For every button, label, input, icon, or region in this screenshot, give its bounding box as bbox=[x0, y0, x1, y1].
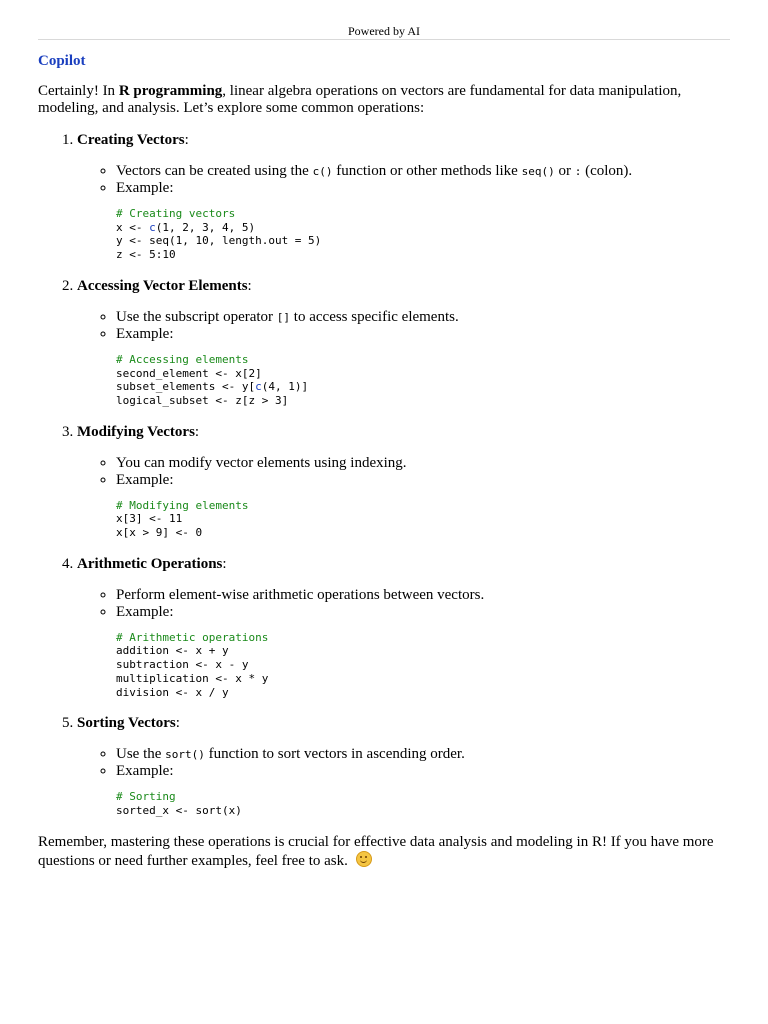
inline-code: sort() bbox=[165, 748, 205, 762]
code-block: # Creating vectors x <- c(1, 2, 3, 4, 5) y <- seq(1, 10, length.out = 5) z <- 5:10 bbox=[116, 207, 322, 262]
bullet-item: ◦ Example: bbox=[116, 472, 730, 489]
inline-code: : bbox=[574, 165, 582, 178]
bullet-item: ◦ You can modify vector elements using indexing. bbox=[116, 455, 730, 472]
step-title: Modifying Vectors bbox=[77, 423, 195, 440]
code-block: # Sorting sorted_x <- sort(x) bbox=[116, 790, 242, 817]
intro-lead-text: Certainly! In bbox=[38, 83, 119, 99]
list-item: 4. Arithmetic Operations: ◦ Perform element-wise arithmetic operations between vectors. ◦ Example: # Arithmetic operations addition <- x + y subtraction <- x - y multiplication <- x * y division <- x / y bbox=[77, 556, 730, 700]
code-comment: # Arithmetic operations bbox=[116, 630, 269, 644]
list-item: 3. Modifying Vectors: ◦ You can modify vector elements using indexing. ◦ Example: # Modifying elements x[3] <- 11 x[x > 9] <- 0 bbox=[77, 424, 730, 540]
bullet-item: ◦ Example: bbox=[116, 326, 730, 343]
code-block: # Accessing elements second_element <- x[2] subset_elements <- y[c(4, 1)] logical_subset <- z[z > 3] bbox=[116, 352, 309, 407]
bullet-item: ◦ Example: bbox=[116, 763, 730, 780]
intro-rest-text: , linear algebra operations on vectors are fundamental for data manipulation, modeling, and analysis. Let’s explore some common operations: bbox=[38, 83, 682, 116]
smiling-face-icon bbox=[356, 851, 372, 867]
bullet-item: ◦ Perform element-wise arithmetic operations between vectors. bbox=[116, 587, 730, 604]
list-item: 5. Sorting Vectors: ◦ Use the sort() function to sort vectors in ascending order. ◦ Example: # Sorting sorted_x <- sort(x) bbox=[77, 715, 730, 817]
operations-list bbox=[38, 132, 730, 818]
chat-response bbox=[38, 52, 730, 885]
step-title: Creating Vectors bbox=[77, 132, 185, 148]
step-bullets bbox=[77, 587, 730, 621]
inline-code: seq() bbox=[521, 165, 555, 178]
bullet-item: ◦ Example: bbox=[116, 604, 730, 621]
inline-code: [] bbox=[276, 310, 291, 324]
bullet-item: ◦ Example: bbox=[116, 180, 730, 197]
step-title: Arithmetic Operations bbox=[77, 555, 223, 572]
step-bullets bbox=[77, 163, 730, 197]
step-bullets bbox=[77, 746, 730, 780]
list-item: 2. Accessing Vector Elements: ◦ Use the subscript operator [] to access specific elements. ◦ Example: # Accessing elements second_element <- x[2] subset_elements <- y[c(4, 1)] logical_subset <- z[z > 3] bbox=[77, 278, 730, 408]
step-title: Accessing Vector Elements bbox=[77, 277, 248, 294]
step-bullets bbox=[77, 309, 730, 343]
closing-text: Remember, mastering these operations is crucial for effective data analysis and modeling in R! If you have more questions or need further examples, feel free to ask. bbox=[38, 833, 714, 869]
code-comment: # Sorting bbox=[116, 790, 176, 804]
step-title: Sorting Vectors bbox=[77, 715, 176, 732]
code-comment: # Accessing elements bbox=[116, 352, 249, 366]
closing-paragraph bbox=[38, 834, 730, 870]
bullet-item: ◦ Use the subscript operator [] to access specific elements. bbox=[116, 309, 730, 326]
inline-code: c() bbox=[312, 165, 333, 178]
bullet-item: ◦ Vectors can be created using the c() function or other methods like seq() or : (colon). bbox=[116, 163, 730, 180]
step-bullets bbox=[77, 455, 730, 489]
list-item: 1. Creating Vectors: ◦ Vectors can be created using the c() function or other methods like seq() or : (colon). ◦ Example: # Creating vectors x <- c(1, 2, 3, 4, 5) y <- seq(1, 10, length.out = 5) z <- 5:10 bbox=[77, 132, 730, 262]
powered-by-header: Powered by AI bbox=[38, 24, 730, 40]
bullet-item: ◦ Use the sort() function to sort vectors in ascending order. bbox=[116, 746, 730, 763]
code-comment: # Modifying elements bbox=[116, 498, 249, 512]
code-block: # Arithmetic operations addition <- x + y subtraction <- x - y multiplication <- x * y division <- x / y bbox=[116, 630, 269, 699]
code-comment: # Creating vectors bbox=[116, 207, 236, 220]
intro-paragraph bbox=[38, 83, 730, 117]
assistant-name: Copilot bbox=[38, 53, 86, 69]
intro-bold-text: R programming bbox=[118, 83, 223, 99]
code-block: # Modifying elements x[3] <- 11 x[x > 9] <- 0 bbox=[116, 498, 249, 540]
